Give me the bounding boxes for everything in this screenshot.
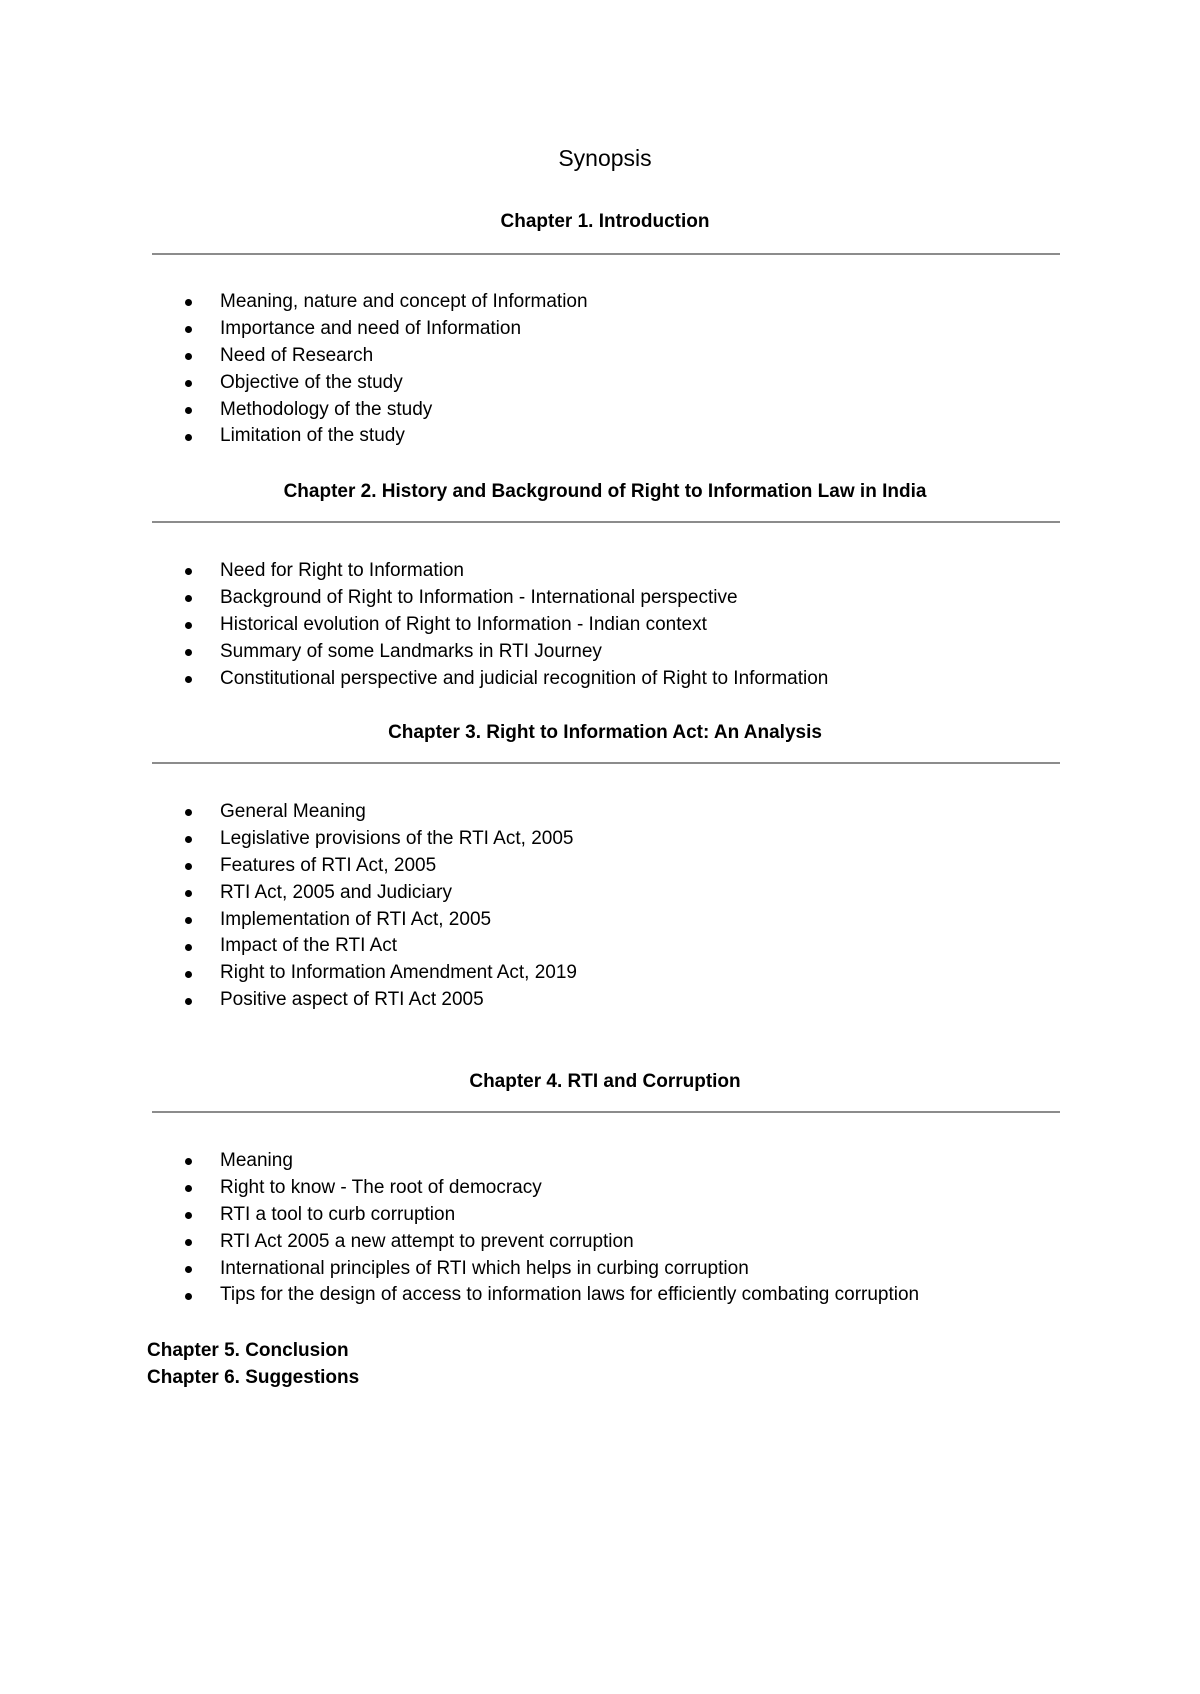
bullet-icon xyxy=(185,299,192,306)
bullet-icon xyxy=(185,568,192,575)
list-item: RTI a tool to curb corruption xyxy=(0,1202,1100,1229)
bullet-icon xyxy=(185,676,192,683)
list-item: Limitation of the study xyxy=(0,423,1100,450)
bullet-icon xyxy=(185,890,192,897)
list-item: Constitutional perspective and judicial recognition of Right to Information xyxy=(0,666,1100,693)
list-item: Impact of the RTI Act xyxy=(0,933,1100,960)
bullet-icon xyxy=(185,649,192,656)
chapter-1-list xyxy=(0,289,1100,450)
bullet-icon xyxy=(185,809,192,816)
chapter-2-heading: Chapter 2. History and Background of Right to Information Law in India xyxy=(283,481,927,502)
list-item: Features of RTI Act, 2005 xyxy=(0,853,1100,880)
bullet-icon xyxy=(185,407,192,414)
list-item: Implementation of RTI Act, 2005 xyxy=(0,907,1100,934)
bullet-icon xyxy=(185,863,192,870)
bullet-icon xyxy=(185,917,192,924)
bullet-icon xyxy=(185,1158,192,1165)
list-item: Methodology of the study xyxy=(0,397,1100,424)
bullet-icon xyxy=(185,326,192,333)
bullet-icon xyxy=(185,353,192,360)
chapter-5-heading: Chapter 5. Conclusion xyxy=(147,1340,349,1361)
bullet-icon xyxy=(185,998,192,1005)
list-item: Need of Research xyxy=(0,343,1100,370)
list-item: Background of Right to Information - International perspective xyxy=(0,585,1100,612)
bullet-icon xyxy=(185,1185,192,1192)
document-title: Synopsis xyxy=(558,145,652,171)
bullet-icon xyxy=(185,1293,192,1300)
list-item: Summary of some Landmarks in RTI Journey xyxy=(0,639,1100,666)
chapter-3-heading: Chapter 3. Right to Information Act: An Analysis xyxy=(388,722,822,743)
bullet-icon xyxy=(185,434,192,441)
chapter-3-list xyxy=(0,799,1100,1014)
list-item: International principles of RTI which helps in curbing corruption xyxy=(0,1256,1100,1283)
chapter-4-heading: Chapter 4. RTI and Corruption xyxy=(469,1071,741,1092)
list-item: Tips for the design of access to information laws for efficiently combating corruption xyxy=(0,1282,1100,1309)
list-item: Meaning, nature and concept of Information xyxy=(0,289,1100,316)
list-item: Historical evolution of Right to Information - Indian context xyxy=(0,612,1100,639)
list-item: Objective of the study xyxy=(0,370,1100,397)
bullet-icon xyxy=(185,380,192,387)
bullet-icon xyxy=(185,944,192,951)
list-item: Need for Right to Information xyxy=(0,558,1100,585)
list-item: General Meaning xyxy=(0,799,1100,826)
chapter-3-divider xyxy=(152,762,1060,764)
chapter-2-list xyxy=(0,558,1100,692)
list-item: Importance and need of Information xyxy=(0,316,1100,343)
chapter-4-list xyxy=(0,1148,1100,1309)
chapter-1-divider xyxy=(152,253,1060,255)
list-item: Positive aspect of RTI Act 2005 xyxy=(0,987,1100,1014)
bullet-icon xyxy=(185,595,192,602)
chapter-2-divider xyxy=(152,521,1060,523)
list-item: Right to Information Amendment Act, 2019 xyxy=(0,960,1100,987)
chapter-4-divider xyxy=(152,1111,1060,1113)
bullet-icon xyxy=(185,971,192,978)
list-item: RTI Act 2005 a new attempt to prevent corruption xyxy=(0,1229,1100,1256)
chapter-6-heading: Chapter 6. Suggestions xyxy=(147,1367,360,1388)
bullet-icon xyxy=(185,1266,192,1273)
bullet-icon xyxy=(185,1239,192,1246)
list-item: Legislative provisions of the RTI Act, 2005 xyxy=(0,826,1100,853)
chapter-1-heading: Chapter 1. Introduction xyxy=(500,211,710,232)
list-item: Meaning xyxy=(0,1148,1100,1175)
list-item: RTI Act, 2005 and Judiciary xyxy=(0,880,1100,907)
bullet-icon xyxy=(185,836,192,843)
bullet-icon xyxy=(185,1212,192,1219)
list-item: Right to know - The root of democracy xyxy=(0,1175,1100,1202)
bullet-icon xyxy=(185,622,192,629)
